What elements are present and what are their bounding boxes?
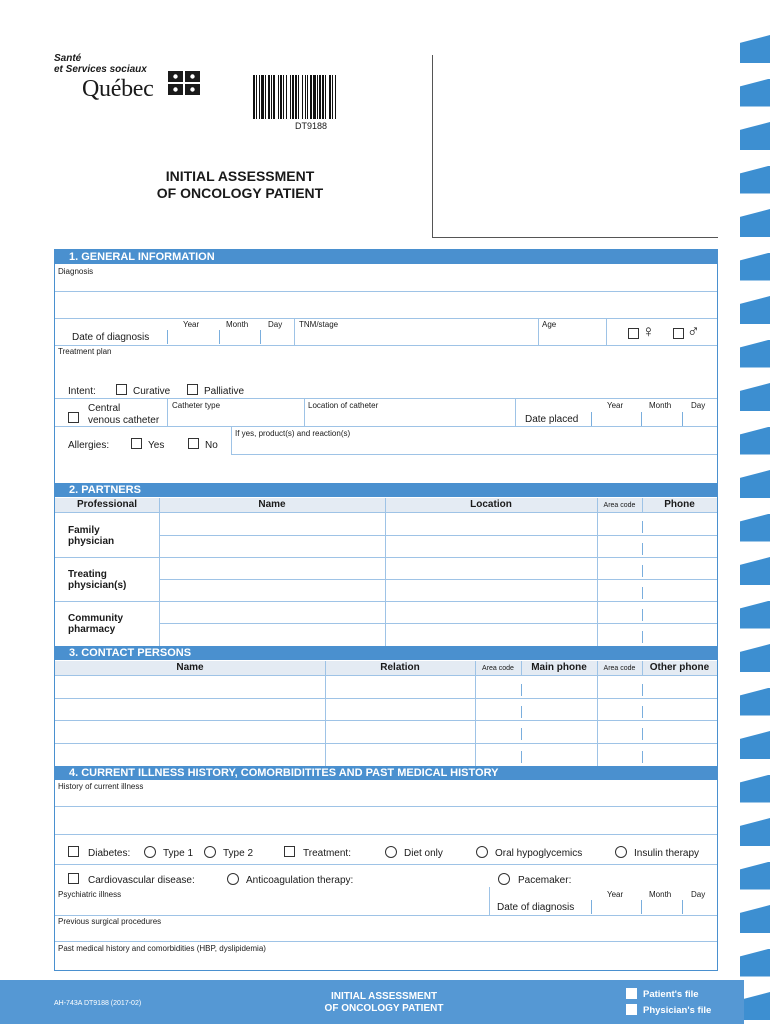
logo-ministry-name <box>54 53 147 75</box>
allergies-yes-checkbox[interactable] <box>131 438 142 449</box>
oral-hypoglycemics-radio[interactable] <box>476 846 488 858</box>
physician-file-label: Physician's file <box>643 1005 712 1016</box>
col-other-phone: Other phone <box>649 662 710 673</box>
insulin-therapy-label: Insulin therapy <box>634 848 700 859</box>
edge-stripe <box>740 905 770 933</box>
footer-title <box>284 991 484 1015</box>
row-label-line-2: physician <box>68 536 115 547</box>
col-divider <box>475 661 476 766</box>
edge-stripe <box>740 383 770 411</box>
assessment-form <box>54 249 718 971</box>
date-tick <box>167 330 168 344</box>
row-divider[interactable] <box>55 398 717 399</box>
row-label-line-2: physician(s) <box>68 580 127 591</box>
day-label: Day <box>691 890 706 899</box>
quebec-flag-icon <box>168 71 200 95</box>
section-1-header: 1. GENERAL INFORMATION <box>55 250 717 264</box>
title-line-2: OF ONCOLOGY PATIENT <box>156 185 324 201</box>
row-divider[interactable] <box>55 426 717 427</box>
edge-stripe <box>740 35 770 63</box>
phone-tick <box>642 751 643 763</box>
month-label: Month <box>649 401 672 410</box>
edge-stripe <box>740 775 770 803</box>
table-row[interactable] <box>159 535 717 536</box>
oral-hypoglycemics-label: Oral hypoglycemics <box>495 848 583 859</box>
community-pharmacy-label <box>68 613 123 635</box>
allergies-no-checkbox[interactable] <box>188 438 199 449</box>
tnm-stage-label: TNM/stage <box>299 320 339 329</box>
year-label: Year <box>183 320 200 329</box>
col-divider <box>159 498 160 647</box>
edge-stripe <box>740 296 770 324</box>
phone-tick <box>642 728 643 740</box>
edge-stripe <box>740 557 770 585</box>
col-area-code: Area code <box>603 665 636 672</box>
diet-only-radio[interactable] <box>385 846 397 858</box>
diet-only-label: Diet only <box>404 848 443 859</box>
col-phone: Phone <box>664 499 695 510</box>
if-yes-label: If yes, product(s) and reaction(s) <box>235 429 351 438</box>
family-physician-label <box>68 525 114 547</box>
date-tick <box>682 900 683 914</box>
date-tick <box>641 900 642 914</box>
col-divider <box>597 498 598 647</box>
type2-label: Type 2 <box>223 848 254 859</box>
catheter-type-label: Catheter type <box>172 401 221 410</box>
diabetes-label: Diabetes: <box>88 848 131 859</box>
col-divider <box>538 318 539 345</box>
curative-label: Curative <box>133 386 171 397</box>
diagnosis-label: Diagnosis <box>58 267 94 276</box>
surgical-label: Previous surgical procedures <box>58 917 162 926</box>
curative-checkbox[interactable] <box>116 384 127 395</box>
table-row[interactable] <box>55 557 717 558</box>
treatment-plan-label: Treatment plan <box>58 347 112 356</box>
row-divider[interactable] <box>55 345 717 346</box>
col-divider <box>385 498 386 647</box>
logo-line-1: Santé <box>54 53 82 64</box>
date-tick <box>591 900 592 914</box>
col-divider <box>642 661 643 675</box>
cardiovascular-label: Cardiovascular disease: <box>88 875 195 886</box>
row-label-line-1: Family <box>68 525 100 536</box>
date-tick <box>641 412 642 426</box>
table-row[interactable] <box>55 698 717 699</box>
col-relation: Relation <box>380 662 420 673</box>
row-divider[interactable] <box>55 291 717 292</box>
edge-stripe <box>740 992 770 1020</box>
col-divider <box>231 426 232 454</box>
col-area-code: Area code <box>482 665 514 672</box>
col-location: Location <box>470 499 512 510</box>
title-line-1: INITIAL ASSESSMENT <box>165 168 315 184</box>
anticoagulation-label: Anticoagulation therapy: <box>246 875 354 886</box>
col-divider <box>167 398 168 426</box>
phone-tick <box>521 706 522 718</box>
central-venous-catheter-checkbox[interactable] <box>68 412 79 423</box>
row-divider <box>55 675 717 676</box>
patient-file-label: Patient's file <box>643 989 699 1000</box>
label-area-border <box>432 55 433 238</box>
section-2-header: 2. PARTNERS <box>55 483 717 497</box>
table-row[interactable] <box>55 601 717 602</box>
male-checkbox[interactable] <box>673 328 684 339</box>
date-tick <box>219 330 220 344</box>
edge-stripe <box>740 688 770 716</box>
row-label-line-1: Treating <box>68 569 107 580</box>
phone-tick <box>642 684 643 696</box>
phone-tick <box>521 728 522 740</box>
section-4-header: 4. CURRENT ILLNESS HISTORY, COMORBIDITITES AND PAST MEDICAL HISTORY <box>55 766 717 780</box>
col-divider <box>304 398 305 426</box>
year-label: Year <box>607 890 624 899</box>
edge-stripe <box>740 731 770 759</box>
day-label: Day <box>268 320 283 329</box>
col-divider <box>597 661 598 766</box>
date-tick <box>260 330 261 344</box>
phone-tick <box>642 706 643 718</box>
col-name: Name <box>258 499 286 510</box>
row-divider[interactable] <box>55 318 717 319</box>
physician-file-checkbox[interactable] <box>626 1004 637 1015</box>
col-main-phone: Main phone <box>531 662 587 673</box>
col-divider <box>489 887 490 915</box>
diabetes-checkbox[interactable] <box>68 846 79 857</box>
treatment-checkbox[interactable] <box>284 846 295 857</box>
insulin-therapy-radio[interactable] <box>615 846 627 858</box>
date-placed-label: Date placed <box>525 414 579 425</box>
row-divider[interactable] <box>55 915 717 916</box>
row-divider[interactable] <box>231 454 717 455</box>
female-checkbox[interactable] <box>628 328 639 339</box>
row-divider[interactable] <box>55 941 717 942</box>
treating-physician-label <box>68 569 126 591</box>
col-professional: Professional <box>76 499 138 510</box>
edge-stripe <box>740 253 770 281</box>
venous-catheter-label: venous catheter <box>88 415 160 426</box>
edge-stripe <box>740 862 770 890</box>
date-of-diagnosis-label: Date of diagnosis <box>497 902 575 913</box>
pacemaker-radio[interactable] <box>498 873 510 885</box>
logo-line-2: et Services sociaux <box>54 64 147 75</box>
phone-tick <box>642 565 643 577</box>
edge-stripe <box>740 427 770 455</box>
table-row[interactable] <box>159 579 717 580</box>
edge-stripe <box>740 79 770 107</box>
label-area-border <box>432 237 718 238</box>
row-divider[interactable] <box>55 806 717 807</box>
col-divider <box>294 318 295 345</box>
allergies-no-label: No <box>205 440 218 451</box>
edge-stripe <box>740 340 770 368</box>
date-of-diagnosis-label: Date of diagnosis <box>72 332 150 343</box>
phone-tick <box>642 521 643 533</box>
day-label: Day <box>691 401 706 410</box>
intent-label: Intent: <box>68 386 96 397</box>
row-divider <box>55 864 717 865</box>
barcode-icon <box>252 75 370 119</box>
col-divider <box>325 661 326 766</box>
female-icon: ♀ <box>642 322 655 341</box>
edge-stripe <box>740 166 770 194</box>
row-label-line-1: Community <box>68 613 123 624</box>
age-label: Age <box>542 320 557 329</box>
edge-stripe <box>740 949 770 977</box>
allergies-yes-label: Yes <box>148 440 165 451</box>
past-medical-label: Past medical history and comorbidities (HBP, dyslipidemia) <box>58 944 266 953</box>
phone-tick <box>642 631 643 643</box>
pacemaker-label: Pacemaker: <box>518 875 572 886</box>
col-area-code: Area code <box>603 502 636 509</box>
history-label: History of current illness <box>58 782 144 791</box>
month-label: Month <box>226 320 249 329</box>
edge-stripe <box>740 122 770 150</box>
section-3-header: 3. CONTACT PERSONS <box>55 646 717 660</box>
col-divider <box>521 661 522 675</box>
col-divider <box>606 318 607 345</box>
edge-stripe <box>740 470 770 498</box>
footer-title-line-2: OF ONCOLOGY PATIENT <box>324 1003 444 1014</box>
treatment-label: Treatment: <box>303 848 351 859</box>
page-title <box>110 168 370 202</box>
psychiatric-label: Psychiatric illness <box>58 890 122 899</box>
palliative-label: Palliative <box>204 386 245 397</box>
type1-label: Type 1 <box>163 848 194 859</box>
col-divider <box>515 398 516 426</box>
row-divider <box>55 512 717 513</box>
cardiovascular-checkbox[interactable] <box>68 873 79 884</box>
logo-quebec: Québec <box>82 76 154 102</box>
central-label: Central <box>88 403 121 414</box>
month-label: Month <box>649 890 672 899</box>
date-tick <box>682 412 683 426</box>
edge-stripe <box>740 644 770 672</box>
table-row[interactable] <box>159 623 717 624</box>
date-tick <box>591 412 592 426</box>
location-of-catheter-label: Location of catheter <box>308 401 379 410</box>
edge-stripe <box>740 514 770 542</box>
form-code: AH-743A DT9188 (2017-02) <box>54 1000 142 1007</box>
year-label: Year <box>607 401 624 410</box>
edge-stripe <box>740 818 770 846</box>
phone-tick <box>521 751 522 763</box>
phone-tick <box>642 543 643 555</box>
edge-stripe <box>740 209 770 237</box>
table-row[interactable] <box>55 743 717 744</box>
phone-tick <box>521 684 522 696</box>
col-name: Name <box>176 662 204 673</box>
row-label-line-2: pharmacy <box>68 624 116 635</box>
type1-radio[interactable] <box>144 846 156 858</box>
row-divider[interactable] <box>55 834 717 835</box>
patient-file-checkbox[interactable] <box>626 988 637 999</box>
type2-radio[interactable] <box>204 846 216 858</box>
phone-tick <box>642 587 643 599</box>
col-divider <box>642 498 643 512</box>
phone-tick <box>642 609 643 621</box>
table-row[interactable] <box>55 720 717 721</box>
male-icon: ♂ <box>687 322 700 341</box>
barcode-number: DT9188 <box>294 121 328 131</box>
edge-stripe <box>740 601 770 629</box>
anticoagulation-radio[interactable] <box>227 873 239 885</box>
palliative-checkbox[interactable] <box>187 384 198 395</box>
footer-title-line-1: INITIAL ASSESSMENT <box>330 991 438 1002</box>
allergies-label: Allergies: <box>68 440 110 451</box>
